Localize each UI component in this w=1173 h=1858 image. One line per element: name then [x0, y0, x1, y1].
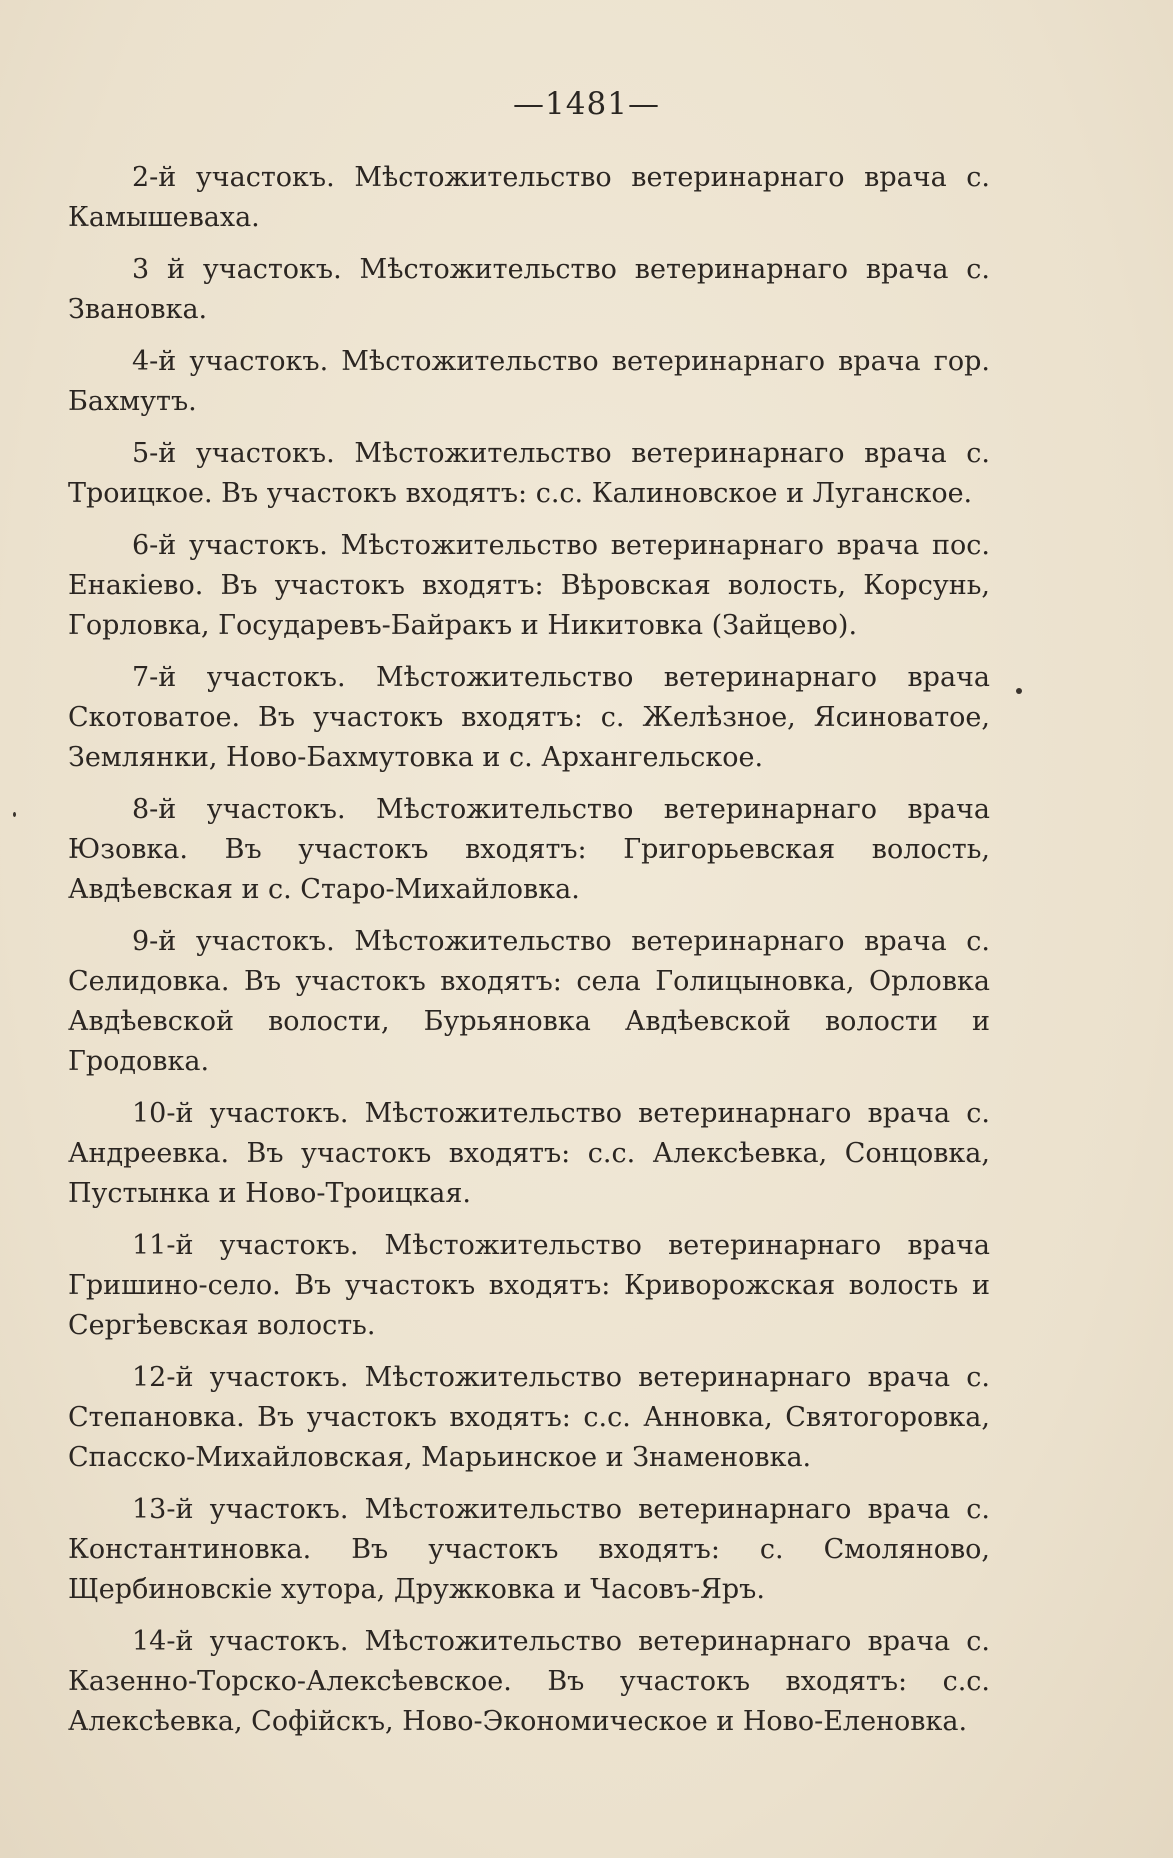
district-paragraph-6: 6-й участокъ. Мѣстожительство ветеринарнаго врача пос. Енакіево. Въ участокъ входятъ: Вѣровская волость, Корсунь, Горловка, Государевъ-Байракъ и Никитовка (Зайцево). — [68, 530, 990, 641]
district-paragraph-3: 3 й участокъ. Мѣстожительство ветеринарнаго врача с. Звановка. — [68, 254, 990, 325]
district-paragraph-7: 7-й участокъ. Мѣстожительство ветеринарнаго врача Скотоватое. Въ участокъ входятъ: с. Желѣзное, Ясиноватое, Землянки, Ново-Бахмутовка и с. Архангельское. — [68, 662, 990, 773]
district-paragraph-12: 12-й участокъ. Мѣстожительство ветеринарнаго врача с. Степановка. Въ участокъ входятъ: с.с. Анновка, Святогоровка, Спасско-Михайловская, Марьинское и Знаменовка. — [68, 1362, 990, 1473]
district-paragraph-10: 10-й участокъ. Мѣстожительство ветеринарнаго врача с. Андреевка. Въ участокъ входятъ: с.с. Алексѣевка, Сонцовка, Пустынка и Ново-Троицкая. — [68, 1098, 990, 1209]
district-paragraph-11: 11-й участокъ. Мѣстожительство ветеринарнаго врача Гришино-село. Въ участокъ входятъ: Криворожская волость и Сергѣевская волость. — [68, 1230, 990, 1341]
district-paragraph-8: 8-й участокъ. Мѣстожительство ветеринарнаго врача Юзовка. Въ участокъ входятъ: Григорьевская волость, Авдѣевская и с. Старо-Михайловка. — [68, 794, 990, 905]
page-number: —1481— — [513, 86, 660, 122]
ink-speck — [1016, 688, 1022, 694]
district-paragraph-4: 4-й участокъ. Мѣстожительство ветеринарнаго врача гор. Бахмутъ. — [68, 346, 990, 417]
district-paragraph-14: 14-й участокъ. Мѣстожительство ветеринарнаго врача с. Казенно-Торско-Алексѣевское. Въ участокъ входятъ: с.с. Алексѣевка, Софійскъ, Ново-Экономическое и Ново-Еленовка. — [68, 1626, 990, 1737]
district-paragraph-9: 9-й участокъ. Мѣстожительство ветеринарнаго врача с. Селидовка. Въ участокъ входятъ: села Голицыновка, Орловка Авдѣевской волости, Бурьяновка Авдѣевской волости и Гродовка. — [68, 926, 990, 1077]
district-list — [68, 158, 990, 1754]
ink-speck — [13, 812, 16, 817]
district-paragraph-13: 13-й участокъ. Мѣстожительство ветеринарнаго врача с. Константиновка. Въ участокъ входятъ: с. Смоляново, Щербиновскіе хутора, Дружковка и Часовъ-Яръ. — [68, 1494, 990, 1605]
district-paragraph-5: 5-й участокъ. Мѣстожительство ветеринарнаго врача с. Троицкое. Въ участокъ входятъ: с.с. Калиновское и Луганское. — [68, 438, 990, 509]
district-paragraph-2: 2-й участокъ. Мѣстожительство ветеринарнаго врача с. Камышеваха. — [68, 162, 990, 233]
